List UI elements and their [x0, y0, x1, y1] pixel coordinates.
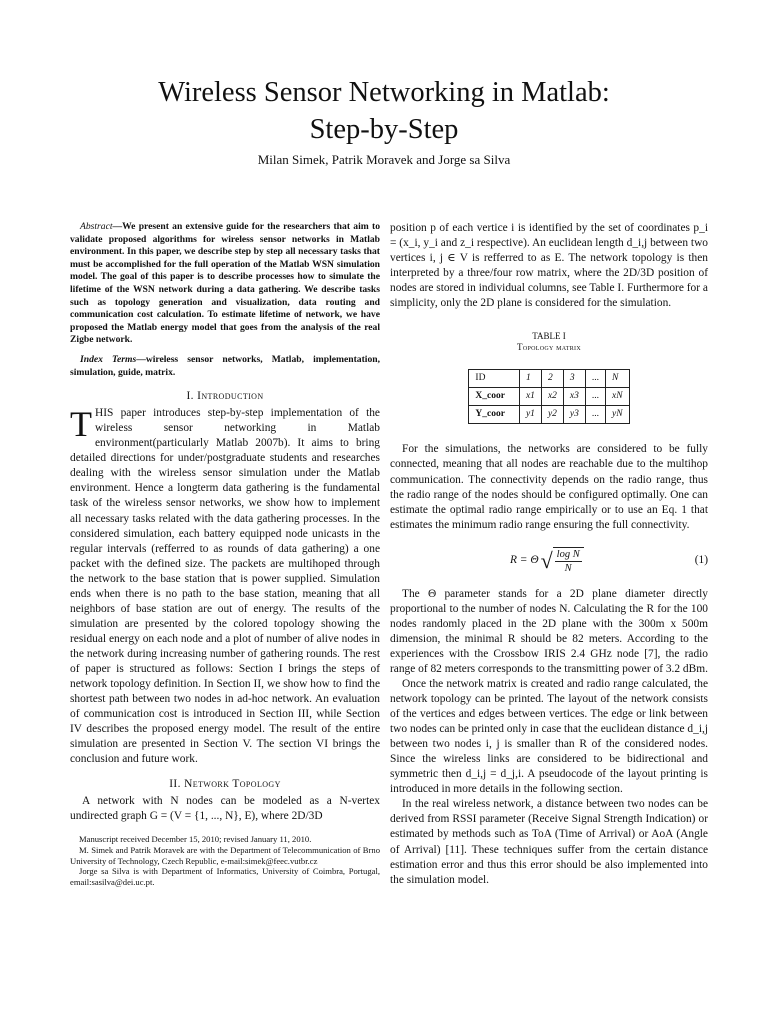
index-terms [70, 354, 380, 379]
table-cell: y1 [519, 406, 541, 424]
table-cell: ... [585, 370, 605, 388]
section-heading-network-topology: II. Network Topology [169, 778, 281, 791]
equation-1 [390, 547, 708, 575]
table-cell: x1 [519, 388, 541, 406]
title-line-2: Step-by-Step [309, 114, 459, 145]
table-cell: yN [606, 406, 630, 424]
footnote-affiliation-2: Jorge sa Silva is with Department of Informatics, University of Coimbra, Portugal, email:sasilva@dei.uc.pt. [70, 866, 380, 887]
table-cell: 2 [541, 370, 563, 388]
table-cell: ... [585, 406, 605, 424]
table-row [469, 406, 629, 424]
table-caption: TABLE I [532, 331, 566, 342]
equation-fraction [553, 547, 584, 575]
table-cell: 3 [563, 370, 585, 388]
right-column [390, 221, 708, 888]
table-cell: x3 [563, 388, 585, 406]
section-heading-introduction: I. Introduction [186, 390, 264, 403]
right-paragraph-4: Once the network matrix is created and radio range calculated, the network topology can be printed. The layout of the network consists of the vertices and edges between vertices. The edge or link between two nodes can be printed only in case that the euclidean distance d_i,j between two nodes i, j is smaller than R of the considered nodes. Since the wireless links are considered to be bidirectional and symmetric then d_i,j = d_j,i. A pseudocode of the layout printing is introduced in more details in the following section. [390, 677, 708, 796]
table-header-row [469, 370, 629, 388]
sqrt-icon: √ [540, 548, 553, 574]
introduction-paragraph [70, 406, 380, 767]
table-cell: y2 [541, 406, 563, 424]
right-paragraph-5: In the real wireless network, a distance between two nodes can be derived from RSSI parameter (Receive Signal Strength Indication) or estimated by methods such as ToA (Time of Arrival) or AoA (Angle of Arrival) [11]. These techniques suffer from the certain distance estimation error and thus this error should be also implemented into the simulation model. [390, 798, 708, 886]
table-subtitle: Topology matrix [517, 342, 581, 353]
table-cell: X_coor [469, 388, 520, 406]
equation-number: (1) [694, 554, 708, 567]
table-cell: xN [606, 388, 630, 406]
table-cell: x2 [541, 388, 563, 406]
table-cell: ID [469, 370, 520, 388]
footnote-affiliation-1: M. Simek and Patrik Moravek are with the Department of Telecommunication of Brno University of Technology, Czech Republic, e-mail:simek@feec.vutbr.cz [70, 845, 380, 866]
right-paragraph-1: position p of each vertice i is identified by the set of coordinates p_i = (x_i, y_i and z_i respective). An euclidean length d_i,j between two vertices i, j ∈ V is refferred to as E. The network topology is then interpreted by a three/four row matrix, where the 2D/3D position of nodes are stored in individual columns, see Table I. Furthermore for a simplicity, only the 2D plane is considered for the simulation. [390, 222, 708, 310]
footnote-received: Manuscript received December 15, 2010; revised January 11, 2010. [79, 834, 312, 845]
equation-lhs: R = Θ [510, 554, 539, 567]
paper-title [0, 74, 768, 148]
table-cell: Y_coor [469, 406, 520, 424]
author-list: Milan Simek, Patrik Moravek and Jorge sa Silva [257, 152, 511, 167]
right-paragraph-3: The Θ parameter stands for a 2D plane diameter directly proportional to the number of nodes N. Calculating the R for the 100 nodes randomly placed in the 2D plane with the 300m x 500m dimension, the minimal R should be 82 meters. According to the experiences with the Crossbow IRIS 2.4 GHz node [7], the radio range of 82 meters corresponds to the transmitting power of 3.2 dBm. [390, 587, 708, 675]
table-cell: y3 [563, 406, 585, 424]
index-terms-text: —wireless sensor networks, Matlab, implementation, simulation, guide, matrix. [70, 353, 380, 378]
topology-matrix-table [468, 369, 629, 424]
table-cell: N [606, 370, 630, 388]
introduction-text: HIS paper introduces step-by-step implementation of the wireless sensor networking in Matlab environment(particularly Matlab 2007b). It aims to bring detailed directions for under/postgraduate students and researches dealing with the wireless sensor simulation under the Matlab environment. Hence a longterm data gathering is the fundamental task of the wireless sensor networks, we show how to implement all necessary tasks related with the data gathering processes. In the considered simulation, each battery equipped node unicasts in the regular intervals (refferred to as rounds of data gathering) a one packet with the defined size. The packets are multihoped through the network to the base station that is power supplied. Simulation ends when there is no path to the base station, meaning that all neighbors of base station are out of energy. The results of the simulation are presented by the colored topology showing the residual energy on each node and a plot of number of alive nodes in the network during increasing number of gathering rounds. The rest of paper is structured as follows: Section I brings the steps of network topology definition. In Section II, we show how to find the shortest path between two nodes in ad-hoc network. An evaluation of communication cost is introduced in Section III, while Section IV describes the proposed energy model. The result of the entire simulation are presented in Section V. The section VI brings the conclusion and future work. [70, 407, 380, 766]
abstract-text: —We present an extensive guide for the researchers that aim to validate proposed algorithms for wireless sensor networks in Matlab environment. In this paper, we describe step by step all necessary tasks that must be accomplished for the full operation of the Matlab WSN simulation model. The goal of this paper is to describe processes how to simulate the lifetime of the WSN network during a data gathering. We describe tasks such as topology generation and visualization, data routing and communication cost calculation. To estimate lifetime of network, we have proposed the Matlab energy model that goes from the analysis of the real Zigbe network. [70, 221, 380, 346]
abstract [70, 221, 380, 347]
right-paragraph-2: For the simulations, the networks are considered to be fully connected, meaning that all nodes are reachable due to the multihop communication. The connectivity depends on the radio range, thus the radio range of the nodes should be configured optimally. One can estimate the optimal radio range empirically or to use an Eq. 1 that estimates the minimum radio range ensuring the full connectivity. [390, 443, 708, 531]
drop-cap: T [70, 404, 92, 445]
equation-denominator: N [564, 562, 572, 574]
abstract-label: Abstract [80, 221, 113, 232]
footnotes [70, 834, 380, 887]
table-cell: 1 [519, 370, 541, 388]
table-cell: ... [585, 388, 605, 406]
left-column [70, 221, 380, 887]
network-topology-paragraph: A network with N nodes can be modeled as a N-vertex undirected graph G = (V = {1, ..., N}, E), where 2D/3D [70, 795, 380, 823]
equation-numerator: log N [556, 548, 580, 560]
title-line-1: Wireless Sensor Networking in Matlab: [158, 77, 610, 108]
table-row [469, 388, 629, 406]
index-terms-label: Index Terms [80, 353, 137, 365]
